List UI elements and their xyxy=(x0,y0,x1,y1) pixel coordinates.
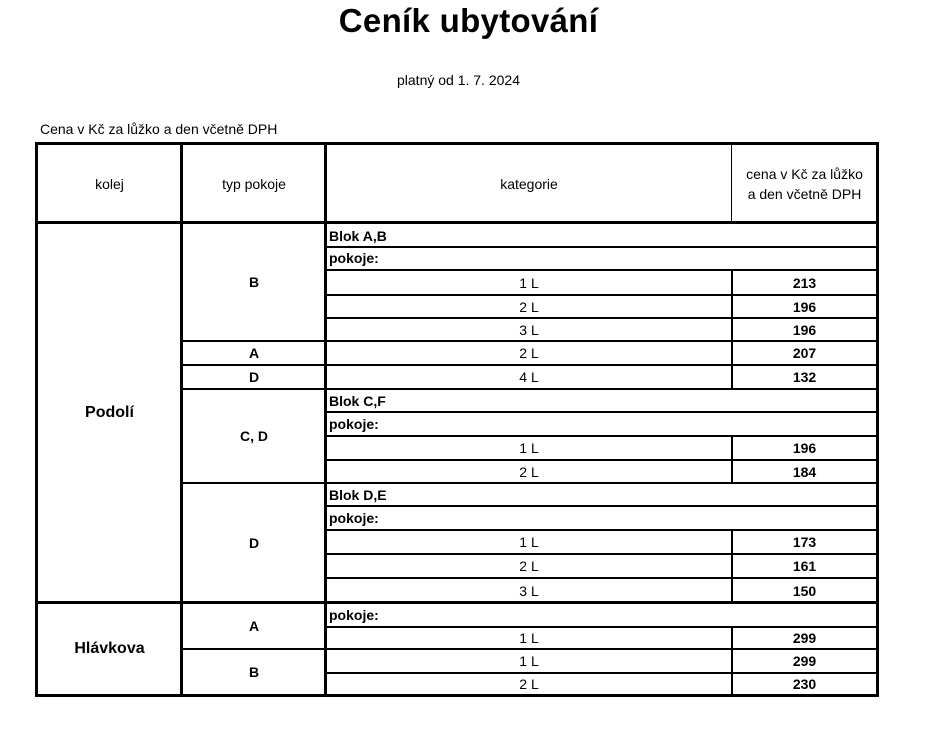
header-typ-pokoje: typ pokoje xyxy=(222,175,286,192)
row-divider xyxy=(326,411,877,413)
cell-divider xyxy=(731,269,733,390)
price-cell: 213 xyxy=(792,275,817,291)
row-divider xyxy=(326,626,877,628)
block-label: Blok D,E xyxy=(329,487,387,503)
rooms-label: pokoje: xyxy=(329,416,379,432)
type-divider xyxy=(182,648,327,650)
rooms-label: pokoje: xyxy=(329,510,379,526)
row-divider xyxy=(326,648,877,650)
row-divider xyxy=(326,482,877,484)
block-label: Blok C,F xyxy=(329,393,386,409)
category-cell: 3 L xyxy=(519,321,539,338)
category-cell: 2 L xyxy=(519,345,539,361)
category-cell: 1 L xyxy=(519,440,539,456)
table-border xyxy=(35,694,879,697)
category-cell: 2 L xyxy=(519,463,539,480)
dorm-name: Podolí xyxy=(85,404,134,421)
header-kolej: kolej xyxy=(95,175,124,192)
row-divider xyxy=(326,459,877,461)
rooms-label: pokoje: xyxy=(329,250,379,266)
row-divider xyxy=(326,577,877,579)
cell-divider xyxy=(731,529,733,603)
header-kategorie: kategorie xyxy=(500,175,558,192)
price-cell: 299 xyxy=(792,653,817,669)
dorm-name: Hlávkova xyxy=(74,640,145,657)
room-type: B xyxy=(248,274,260,290)
category-cell: 2 L xyxy=(519,676,539,692)
price-cell: 173 xyxy=(792,534,817,550)
table-border xyxy=(876,142,879,697)
row-divider xyxy=(326,246,877,248)
type-divider xyxy=(182,364,327,366)
category-cell: 1 L xyxy=(519,630,539,646)
price-cell: 196 xyxy=(792,321,817,338)
row-divider xyxy=(326,364,877,366)
cell-divider xyxy=(731,435,733,484)
price-cell: 196 xyxy=(792,298,817,315)
cell-divider xyxy=(731,626,733,696)
row-divider xyxy=(326,340,877,342)
room-type: D xyxy=(248,369,260,385)
header-cena: cena v Kč za lůžko a den včetně DPH xyxy=(746,165,863,202)
table-caption: Cena v Kč za lůžko a den včetně DPH xyxy=(40,121,278,137)
type-divider xyxy=(182,388,327,390)
category-cell: 1 L xyxy=(519,534,539,550)
row-divider xyxy=(326,388,877,390)
block-label: Blok A,B xyxy=(329,228,387,244)
room-type: A xyxy=(248,345,260,361)
row-divider xyxy=(326,672,877,674)
room-type: B xyxy=(248,664,260,680)
row-divider xyxy=(326,553,877,555)
page-title: Ceník ubytování xyxy=(338,2,599,39)
price-cell: 161 xyxy=(792,558,817,574)
price-cell: 230 xyxy=(792,676,817,692)
row-divider xyxy=(326,294,877,296)
row-divider xyxy=(326,529,877,531)
row-divider xyxy=(326,505,877,507)
room-type: A xyxy=(248,618,260,634)
category-cell: 2 L xyxy=(519,298,539,315)
price-cell: 299 xyxy=(792,630,817,646)
category-cell: 2 L xyxy=(519,558,539,574)
column-divider xyxy=(180,142,183,697)
column-divider xyxy=(324,142,327,697)
category-cell: 1 L xyxy=(519,653,539,669)
row-divider xyxy=(326,435,877,437)
price-cell: 132 xyxy=(792,369,817,385)
type-divider xyxy=(182,482,327,484)
price-cell: 150 xyxy=(792,582,817,599)
room-type: D xyxy=(248,535,260,551)
header-divider xyxy=(35,221,879,224)
category-cell: 4 L xyxy=(519,369,539,385)
category-cell: 3 L xyxy=(519,582,539,599)
price-cell: 184 xyxy=(792,463,817,480)
price-cell: 207 xyxy=(792,345,817,361)
rooms-label: pokoje: xyxy=(329,607,379,623)
column-divider xyxy=(731,142,732,222)
price-cell: 196 xyxy=(792,440,817,456)
dorm-divider xyxy=(35,601,879,604)
room-type: C, D xyxy=(240,428,268,444)
row-divider xyxy=(326,317,877,319)
validity-date: platný od 1. 7. 2024 xyxy=(397,72,520,88)
table-border xyxy=(35,142,879,145)
type-divider xyxy=(182,340,327,342)
table-border xyxy=(35,142,38,697)
category-cell: 1 L xyxy=(519,275,539,291)
row-divider xyxy=(326,269,877,271)
